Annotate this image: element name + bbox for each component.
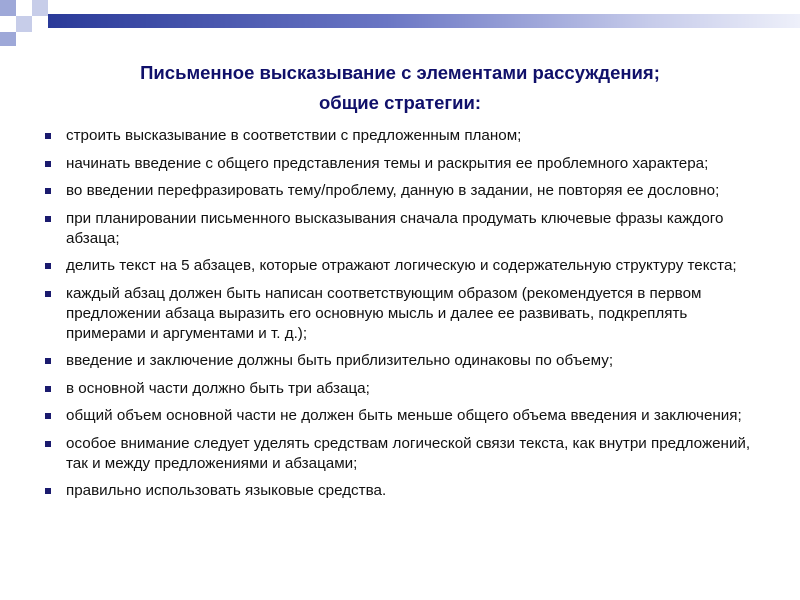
decor-square [16,16,32,32]
list-item [44,126,764,146]
header-gradient-bar [48,14,800,28]
square-bullet-icon [45,291,51,297]
list-item [44,379,764,399]
list-item-text: начинать введение с общего представления темы и раскрытия ее проблемного характера; [66,154,709,172]
list-item [44,181,764,201]
bullet-list [44,126,764,509]
title-line-1: Письменное высказывание с элементами рассуждения; [140,62,660,83]
square-bullet-icon [45,216,51,222]
list-item [44,434,764,474]
list-item-text: в основной части должно быть три абзаца; [66,379,370,397]
list-item [44,351,764,371]
list-item-text: каждый абзац должен быть написан соответствующим образом (рекомендуется в первом предложении абзаца выразить его основную мысль и далее ее развивать, подкреплять примерами и аргументами и т. д.); [66,284,702,342]
list-item [44,154,764,174]
list-item-text: делить текст на 5 абзацев, которые отражают логическую и содержательную структуру текста; [66,257,737,274]
list-item-text: правильно использовать языковые средства. [66,482,387,499]
square-bullet-icon [45,358,51,364]
list-item [44,406,764,426]
list-item [44,284,764,344]
list-item [44,209,764,249]
list-item-text: общий объем основной части не должен быть меньше общего объема введения и заключения; [66,407,742,424]
decor-square [32,0,48,16]
list-item-text: особое внимание следует уделять средствам логической связи текста, как внутри предложений, так и между предложениями и абзацами; [66,434,751,472]
slide-title [40,58,760,118]
square-bullet-icon [45,161,51,167]
square-bullet-icon [45,386,51,392]
decor-square [0,32,16,46]
list-item-text: во введении перефразировать тему/проблему, данную в задании, не повторяя ее дословно; [66,182,720,199]
list-item-text: при планировании письменного высказывания сначала продумать ключевые фразы каждого абзаца; [66,209,724,247]
list-item [44,481,764,501]
square-bullet-icon [45,133,51,139]
list-item-text: строить высказывание в соответствии с предложенным планом; [66,127,522,144]
list-item-text: введение и заключение должны быть приблизительно одинаковы по объему; [66,352,614,369]
decor-square [16,0,32,16]
decor-square [0,0,16,16]
title-line-2: общие стратегии: [318,92,482,113]
list-item [44,256,764,276]
square-bullet-icon [45,188,51,194]
square-bullet-icon [45,413,51,419]
square-bullet-icon [45,488,51,494]
square-bullet-icon [45,263,51,269]
square-bullet-icon [45,441,51,447]
